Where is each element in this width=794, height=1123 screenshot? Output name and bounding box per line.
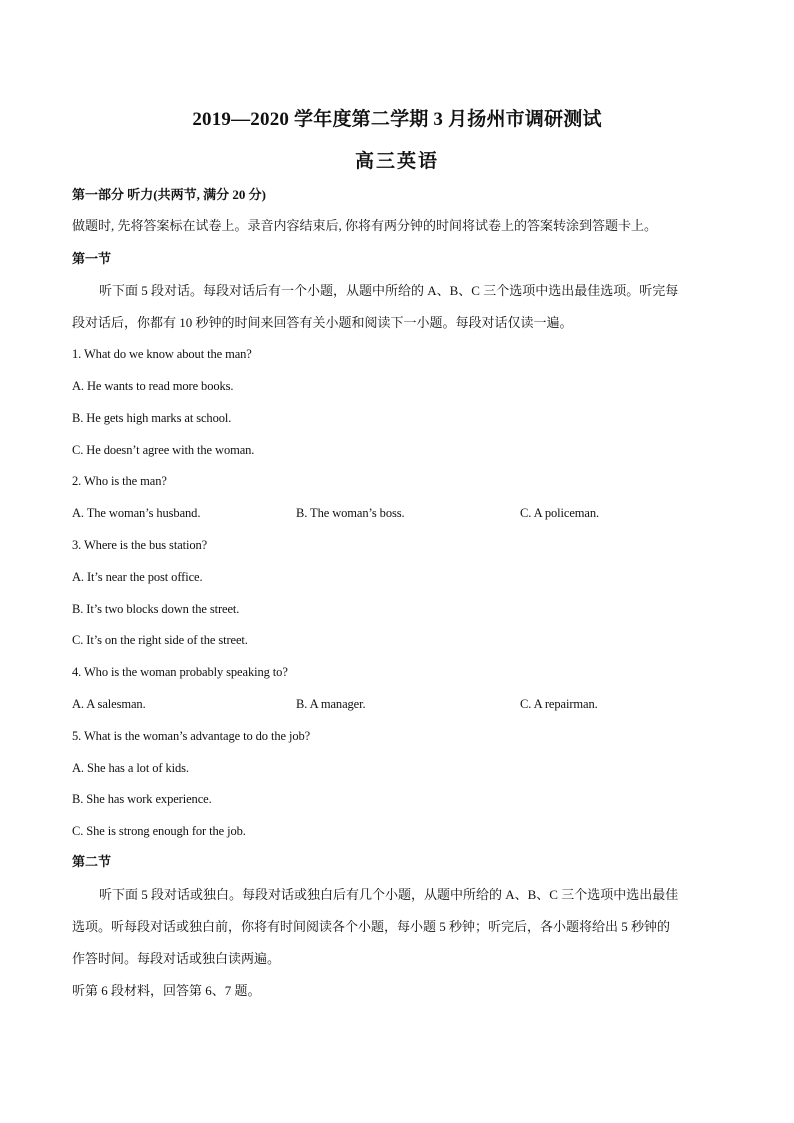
exam-subtitle: 高三英语 bbox=[354, 151, 439, 172]
question-stem: 5. What is the woman’s advantage to do the job? bbox=[72, 729, 311, 743]
section2-instructions-line2: 选项。听每段对话或独白前，你将有时间阅读各个小题，每小题 5 秒钟；听完后，各小题将给出 5 秒钟的 bbox=[72, 919, 671, 934]
section1-instructions-line2: 段对话后，你都有 10 秒钟的时间来回答有关小题和阅读下一小题。每段对话仅读一遍。 bbox=[72, 315, 573, 330]
question-option: B. The woman’s boss. bbox=[296, 506, 405, 520]
question-option: C. He doesn’t agree with the woman. bbox=[72, 443, 255, 457]
question-stem: 2. Who is the man? bbox=[72, 474, 167, 488]
question-option: A. He wants to read more books. bbox=[72, 379, 234, 393]
section2-material-note: 听第 6 段材料，回答第 6、7 题。 bbox=[72, 983, 261, 998]
question-stem: 4. Who is the woman probably speaking to? bbox=[72, 665, 288, 679]
part1-intro: 做题时, 先将答案标在试卷上。录音内容结束后, 你将有两分钟的时间将试卷上的答案转涂到答题卡上。 bbox=[72, 218, 658, 233]
question-option: C. It’s on the right side of the street. bbox=[72, 633, 248, 647]
question-option: A. The woman’s husband. bbox=[72, 506, 201, 520]
question-option: B. She has work experience. bbox=[72, 792, 212, 806]
question-option: B. A manager. bbox=[296, 697, 366, 711]
question-option: B. It’s two blocks down the street. bbox=[72, 602, 240, 616]
exam-title: 2019—2020 学年度第二学期 3 月扬州市调研测试 bbox=[192, 109, 602, 130]
question-stem: 1. What do we know about the man? bbox=[72, 347, 252, 361]
question-option: C. A policeman. bbox=[520, 506, 600, 520]
section2-instructions-line1: 听下面 5 段对话或独白。每段对话或独白后有几个小题，从题中所给的 A、B、C 三个选项中选出最佳 bbox=[99, 887, 679, 902]
section2-heading: 第二节 bbox=[72, 854, 112, 869]
question-stem: 3. Where is the bus station? bbox=[72, 538, 208, 552]
question-option: A. A salesman. bbox=[72, 697, 146, 711]
question-option: A. It’s near the post office. bbox=[72, 570, 203, 584]
question-option: C. A repairman. bbox=[520, 697, 598, 711]
question-option: B. He gets high marks at school. bbox=[72, 411, 232, 425]
section1-instructions-line1: 听下面 5 段对话。每段对话后有一个小题，从题中所给的 A、B、C 三个选项中选出最佳选项。听完每 bbox=[99, 283, 679, 298]
section1-heading: 第一节 bbox=[72, 251, 112, 266]
question-option: A. She has a lot of kids. bbox=[72, 761, 189, 775]
section2-instructions-line3: 作答时间。每段对话或独白读两遍。 bbox=[72, 951, 281, 966]
part1-heading: 第一部分 听力(共两节, 满分 20 分) bbox=[72, 187, 266, 202]
question-option: C. She is strong enough for the job. bbox=[72, 824, 246, 838]
